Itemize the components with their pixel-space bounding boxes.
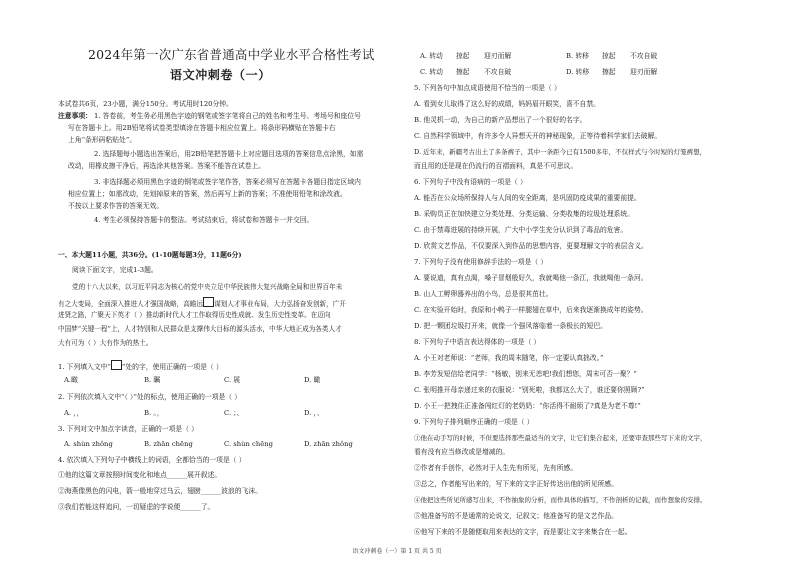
question-6-a: A. 能否在公众场所保持人与人间的安全距离，是巩固防疫成果的重要前提。: [414, 194, 641, 202]
question-3: 3. 下列对文中加点字读音，正确的一项是（ ）: [58, 425, 198, 433]
option: 迎刃而解: [630, 68, 658, 76]
page-title: 2024年第一次广东省普通高中学业水平合格性考试: [88, 47, 375, 62]
question-8-a: A. 小王对老师说：“老师，我的周末随笔，你一定要认真拙改。”: [414, 354, 604, 362]
blank-box-icon: [111, 360, 122, 370]
blank-box-icon: [203, 297, 214, 307]
option: 迎刃而解: [484, 52, 512, 60]
question-6-c: C. 由于禁毒进展的持续开展，广大中小学生充分认识到了毒品的危害。: [414, 226, 628, 234]
question-5-a: A. 看到女儿取得了这么好的成绩，妈妈眉开眼笑，喜不自禁。: [414, 100, 600, 108]
question-7-a: A. 要说道，真有点渴，嗓子冒烟般好久，我就喝他一条江，我就喝他一条河。: [414, 274, 648, 282]
question-5-b: B. 他灵机一动，为自己的新产品想出了一个很好的名字。: [414, 116, 587, 124]
notice-3b: 相应位置上；如需改动，先划掉原来的答案，然后再写上新的答案；不准使用铅笔和涂改液。: [68, 190, 347, 198]
question-6: 6. 下列句子中没有语病的一项是（ ）: [414, 178, 527, 186]
question-1: [58, 360, 223, 372]
intro-line: 本试卷共6页，23小题，满分150分。考试用时120分钟。: [58, 100, 233, 108]
option: B. 。，: [144, 409, 164, 417]
question-1-options: [64, 376, 384, 385]
option: 不攻自破: [630, 52, 658, 60]
question-3-options: [64, 440, 384, 449]
passage-line-2: [58, 297, 346, 309]
option: B. zhān chēng: [144, 440, 193, 448]
option: A. shùn zhǒng: [64, 440, 113, 448]
question-7-b: B. 山人工孵卵器养出的小鸟，总是很其茁壮。: [414, 290, 553, 298]
question-5: 5. 下列各句中加点成语使用不恰当的一项是（ ）: [414, 84, 561, 92]
sentence-2: ②海燕像黑色的闪电，箭一般地穿过乌云，翅膀______波浪的飞沫。: [58, 487, 262, 495]
option: 不攻自破: [484, 68, 512, 76]
question-2-options: [64, 409, 384, 418]
question-7: 7. 下列句子没有使用修辞手法的一项是（ ）: [414, 258, 548, 266]
question-4-options-b: [420, 68, 657, 77]
page-subtitle: 语文冲刺卷（一）: [170, 68, 271, 82]
option: A.瞰: [64, 376, 78, 384]
passage-line-3: 进贤之路，广聚天下英才（ ）推动新时代人才工作取得历史性成就、发生历史性变革。在迈向: [58, 311, 331, 319]
question-8: 8. 下列句子中语言表达得体的一项是（ ）: [414, 338, 541, 346]
option: B. 瞩: [144, 376, 161, 384]
question-9: 9. 下列句子排列顺序正确的一项是（ ）: [414, 418, 534, 426]
section-heading: 一、本大题11小题，共36分。(1-10题每题3分，11题6分): [58, 251, 242, 259]
notice-2a: 2. 选择题每小题选出答案后，用2B铅笔把答题卡上对应题目选项的答案信息点涂黑，如需: [94, 150, 364, 158]
notice-3a: 3. 非选择题必须用黑色字迹的钢笔或签字笔作答，答案必须写在答题卡各题目指定区域内: [94, 178, 361, 186]
sentence-3: ③我们若能这样追问，一切疑虑的学说便______了。: [58, 503, 215, 511]
question-8-d: D. 小王一把拽住正准备闯红灯的老奶奶：“你活得不耐烦了?真是为老不尊!”: [414, 402, 641, 410]
order-2: ②作者有手创作，必然对于人生先有所见，先有所感。: [414, 464, 578, 472]
passage-line-2b: 谋划人才事业布局，大力弘扬奋发创新，广开: [214, 300, 346, 308]
notice-1c: 上角“条形码粘贴处”。: [68, 136, 137, 144]
notice-4: 4. 考生必须保持答题卡的整洁。考试结束后，将试卷和答题卡一并交回。: [94, 216, 314, 224]
order-6: ⑥他写下来的不是随便取用来表达的文字，而是要让文字来集合在一起。: [414, 528, 632, 536]
passage-line-5: 大有可为（ ）大有作为的热土。: [58, 339, 153, 347]
option: A. 转动: [420, 52, 443, 60]
option: 掠起: [602, 52, 616, 60]
sentence-1: ①他的这篇文章按照时间变化和地点______展开叙述。: [58, 471, 222, 479]
question-1-text-b: ”处的字，使用正确的一项是（ ）: [121, 363, 223, 371]
option: 擦起: [602, 68, 616, 76]
question-4: 4. 依次填入下列句子中横线上的词语，全都恰当的一项是（ ）: [58, 456, 246, 464]
option: C. 转动: [420, 68, 443, 76]
option: D. 瞰: [304, 376, 321, 384]
page-footer: 语文冲刺卷（一）第 1 页 共 5 页: [352, 548, 442, 555]
question-1-text: 1. 下列填入文中“: [58, 363, 111, 371]
question-7-c: C. 在实验开始时，我原和小鸭子一样腿翅在草中，后来我逐渐换成年的姿势。: [414, 306, 648, 314]
option: D. zhān zhǒng: [304, 440, 353, 448]
option: C. ；、: [224, 409, 244, 417]
question-5-d1: D. 近年来，新疆考古出土了多条裤子，其中一条距今已有1500多年，不仅样式与今时短的灯笼裤想，: [414, 148, 707, 156]
question-6-b: B. 采购员正在加快建立分类处理、分类运输、分类收集的垃圾处理系统。: [414, 210, 635, 218]
option: 擦起: [456, 68, 470, 76]
notice-1b: 写在答题卡上。用2B铅笔将试卷类型填涂在答题卡相应位置上。将条形码横贴在答题卡右: [68, 124, 336, 132]
question-5-c: C. 自然科学领域中，有许多令人异想天开的神秘现象，正等待着科学家们去破解。: [414, 132, 662, 140]
order-1b: 看有没有应当修改或是增减的。: [414, 448, 510, 456]
order-5: ⑤他准备写的不是通常的论说文，记叙文；他准备写的是文艺作品。: [414, 512, 618, 520]
option: A. ，，: [64, 409, 84, 417]
option: D. ，、: [304, 409, 324, 417]
question-8-b: B. 李芳发短信给老同学：“杨敏，别来无恙吧!我们想您，周末可否一聚？”: [414, 370, 637, 378]
question-5-d2: 而且用的还是现在仍流行的百褶面料，真是不可思议。: [414, 162, 578, 170]
passage-line-1: 党的十八大以来，以习近平同志为核心的党中央立足中华民族伟大复兴战略全局和世界百年未: [72, 283, 343, 291]
notice-3c: 不按以上要求作答的答案无效。: [68, 202, 164, 210]
passage-line-2a: 有之大变局，全面深入推进人才强国战略，高瞻远: [58, 300, 204, 308]
notice-2b: 改动，用橡皮擦干净后，再选涂其他答案。答案不能答在试卷上。: [68, 162, 266, 170]
question-8-c: C. 张明推开母亲递过来的衣服说：“别死啦，我都这么大了，谁还要你照顾?”: [414, 386, 645, 394]
notice-1a: 1. 答卷前，考生务必用黑色字迹的钢笔或签字笔将自己的姓名和考生号、考场号和座位号: [94, 112, 361, 120]
option: B. 转移: [566, 52, 589, 60]
reading-instruction: 阅读下面文字，完成1-3题。: [72, 266, 158, 274]
order-4: ④他把这些所见所感写出来，不作抽象的分析，而作具体的描写，不作剖析的记载，而作想象的安排。: [414, 496, 707, 504]
question-2: 2. 下列依次填入文中“（ ）”处的标点，使用正确的一项是（ ）: [58, 393, 242, 401]
question-6-d: D. 欣赏文艺作品，不仅要深入到作品的思想内容，更要理解文字的表层含义。: [414, 242, 648, 250]
option: D. 转移: [566, 68, 590, 76]
notice-label: 注意事项：: [58, 112, 92, 120]
order-3: ③总之，作者能写出来的，写下来的文字正好传达出他的所见所感。: [414, 480, 618, 488]
passage-line-4: 中国梦“关键一程”上，人才特别和人民群众是支撑伟大目标的源头活水，中华大地正成为各类人才: [58, 325, 342, 333]
question-7-d: D. 把一颗团垃圾打开来，就像一个强风落临着一条极长的短巴。: [414, 322, 608, 330]
question-4-options-a: [420, 52, 657, 61]
option: C. 展: [224, 376, 241, 384]
option: C. shùn chēng: [224, 440, 273, 448]
order-1: ①他在动手写的时候，不但要选择那些最适当的文字，让它们集合起来，还要审查那些写下来的文字，: [414, 434, 707, 442]
option: 掠起: [456, 52, 470, 60]
